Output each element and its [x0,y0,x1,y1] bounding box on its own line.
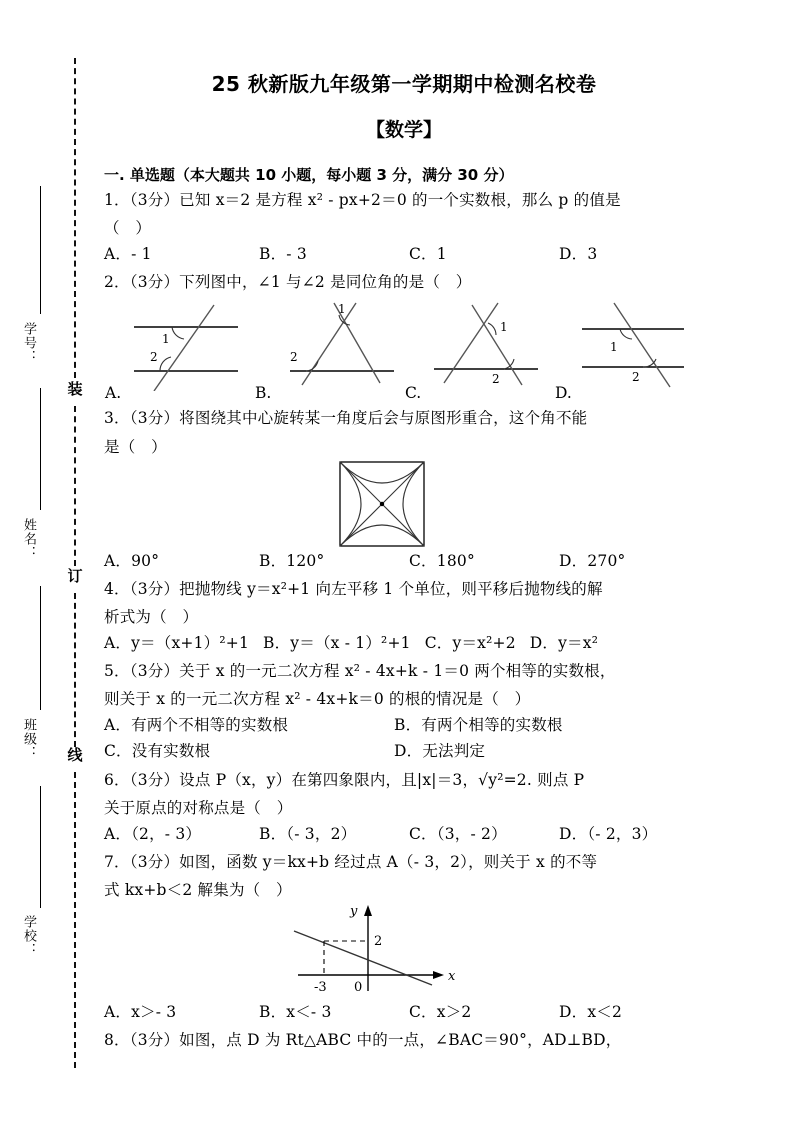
question-1-option-d[interactable]: D．3 [559,245,598,264]
svg-text:1: 1 [162,332,170,347]
question-6-options [104,822,704,847]
question-3-option-d[interactable]: D．270° [559,551,626,570]
question-3-option-b[interactable]: B．120° [259,551,325,570]
figure-square-with-diagonals-and-arcs [334,458,430,550]
question-7-option-a[interactable]: A．x＞- 3 [104,1003,177,1022]
question-1-options [104,242,704,267]
figure-crossed-lines-with-base-c [426,299,551,391]
question-5-options-row1 [104,713,704,738]
question-6-option-b[interactable]: B．（- 3，2） [259,824,357,843]
seal-dashed-line-segment-4 [74,772,76,1068]
question-2-option-c-label: C. [405,384,422,403]
section-heading: 一. 单选题（本大题共 10 小题，每小题 3 分，满分 30 分） [104,166,514,184]
question-5-option-d[interactable]: D．无法判定 [394,742,486,761]
question-5-stem-line2: 则关于 x 的一元二次方程 x² - 4x+k＝0 的根的情况是（ ） [104,690,531,709]
margin-field-school: 学校： [21,915,36,957]
page-title: 25 秋新版九年级第一学期期中检测名校卷 [211,72,597,96]
question-7-stem-line2: 式 kx+b＜2 解集为（ ） [104,880,292,899]
svg-text:1: 1 [500,320,508,335]
svg-text:2: 2 [290,350,298,365]
question-4-option-c[interactable]: C．y＝x²+2 [424,633,516,652]
question-6-option-c[interactable]: C．（3，- 2） [409,824,507,843]
subject-title: 【数学】 [365,119,442,141]
question-1-stem-line1: 1．（3分）已知 x＝2 是方程 x² - px+2＝0 的一个实数根，那么 p 的值是 [104,191,621,209]
svg-text:2: 2 [150,350,158,365]
question-4-stem-line2: 析式为（ ） [104,607,199,626]
question-7-option-d[interactable]: D．x＜2 [559,1003,623,1022]
question-7-option-b[interactable]: B．x＜- 3 [259,1003,332,1022]
question-2-option-d-cell[interactable] [554,299,704,403]
margin-rule-name [40,388,41,510]
svg-text:2: 2 [492,372,500,387]
question-3-stem-line2: 是（ ） [104,437,167,456]
seal-char-xian: 线 [64,748,86,764]
question-2-option-c-cell[interactable] [404,299,554,403]
question-1-option-a[interactable]: A．- 1 [104,245,152,264]
question-1-option-b[interactable]: B．- 3 [259,245,307,264]
question-5-stem-line1: 5．（3分）关于 x 的一元二次方程 x² - 4x+k - 1＝0 两个相等的实数根， [104,662,616,681]
question-3-option-a[interactable]: A．90° [104,551,160,570]
figure-linear-function-graph [284,903,464,999]
question-3-stem-line1: 3．（3分）将图绕其中心旋转某一角度后会与原图形重合，这个角不能 [104,409,588,428]
margin-field-student-id: 学号： [21,322,36,364]
question-3-option-c[interactable]: C．180° [409,551,475,570]
exam-content [104,0,704,1053]
margin-rule-school [40,786,41,908]
question-4-options [104,631,704,656]
question-5-option-a[interactable]: A．有两个不相等的实数根 [104,716,289,735]
question-4-option-d[interactable]: D．y＝x² [529,633,599,652]
question-5-options-row2 [104,739,704,764]
figure-crossed-lines-with-base-b [276,299,401,391]
question-2-option-b-cell[interactable] [254,299,404,403]
question-1-option-c[interactable]: C．1 [409,245,447,264]
question-7-option-c[interactable]: C．x＞2 [409,1003,472,1022]
margin-rule-student-id [40,186,41,314]
svg-text:0: 0 [354,980,363,996]
question-2-option-d-label: D. [555,384,572,403]
question-2-option-a-label: A. [105,384,122,403]
question-4-option-b[interactable]: B．y＝（x - 1）²+1 [263,633,411,652]
margin-field-class: 班级： [21,718,36,760]
seal-char-ding: 订 [64,569,86,585]
svg-text:1: 1 [610,340,618,355]
question-2-stem: 2．（3分）下列图中，∠1 与∠2 是同位角的是（ ） [104,273,472,292]
seal-char-zhuang: 装 [64,382,86,398]
question-2-option-a-cell[interactable] [104,299,254,403]
seal-dashed-line-segment-3 [74,593,76,747]
question-6-option-d[interactable]: D．（- 2，3） [559,824,658,843]
question-6-option-a[interactable]: A．（2，- 3） [104,824,202,843]
question-2-option-b-label: B. [255,384,272,403]
question-4-stem-line1: 4．（3分）把抛物线 y＝x²+1 向左平移 1 个单位，则平移后抛物线的解 [104,579,603,598]
margin-field-name: 姓名： [21,518,36,560]
question-7-stem-line1: 7．（3分）如图，函数 y＝kx+b 经过点 A（- 3，2），则关于 x 的不等 [104,852,598,871]
figure-two-parallel-lines-transversal-a [126,299,251,391]
svg-text:2: 2 [374,934,383,950]
question-5-option-c[interactable]: C．没有实数根 [104,742,211,761]
question-2-figure-row [104,299,704,403]
question-3-figure-area [104,460,704,548]
question-8-stem-line1: 8．（3分）如图，点 D 为 Rt△ABC 中的一点，∠BAC＝90°，AD⊥BD， [104,1031,622,1050]
svg-text:1: 1 [338,302,346,317]
svg-text:x: x [448,969,456,985]
question-3-options [104,549,704,574]
seal-dashed-line-segment-1 [74,58,76,378]
seal-dashed-line-segment-2 [74,406,76,566]
svg-text:-3: -3 [314,980,327,996]
margin-rule-class [40,586,41,710]
question-5-option-b[interactable]: B．有两个相等的实数根 [394,716,563,735]
svg-text:2: 2 [632,370,640,385]
question-7-options [104,1000,704,1025]
svg-text:y: y [350,904,358,920]
question-4-option-a[interactable]: A．y＝（x+1）²+1 [104,633,250,652]
question-6-stem-line1: 6．（3分）设点 P（x，y）在第四象限内，且|x|＝3，√y²=2. 则点 P [104,770,585,789]
question-6-stem-line2: 关于原点的对称点是（ ） [104,798,293,817]
figure-two-parallel-lines-transversal-d [576,299,711,391]
question-1-stem-line2: （ ） [104,219,152,238]
question-7-figure-area [104,903,704,999]
